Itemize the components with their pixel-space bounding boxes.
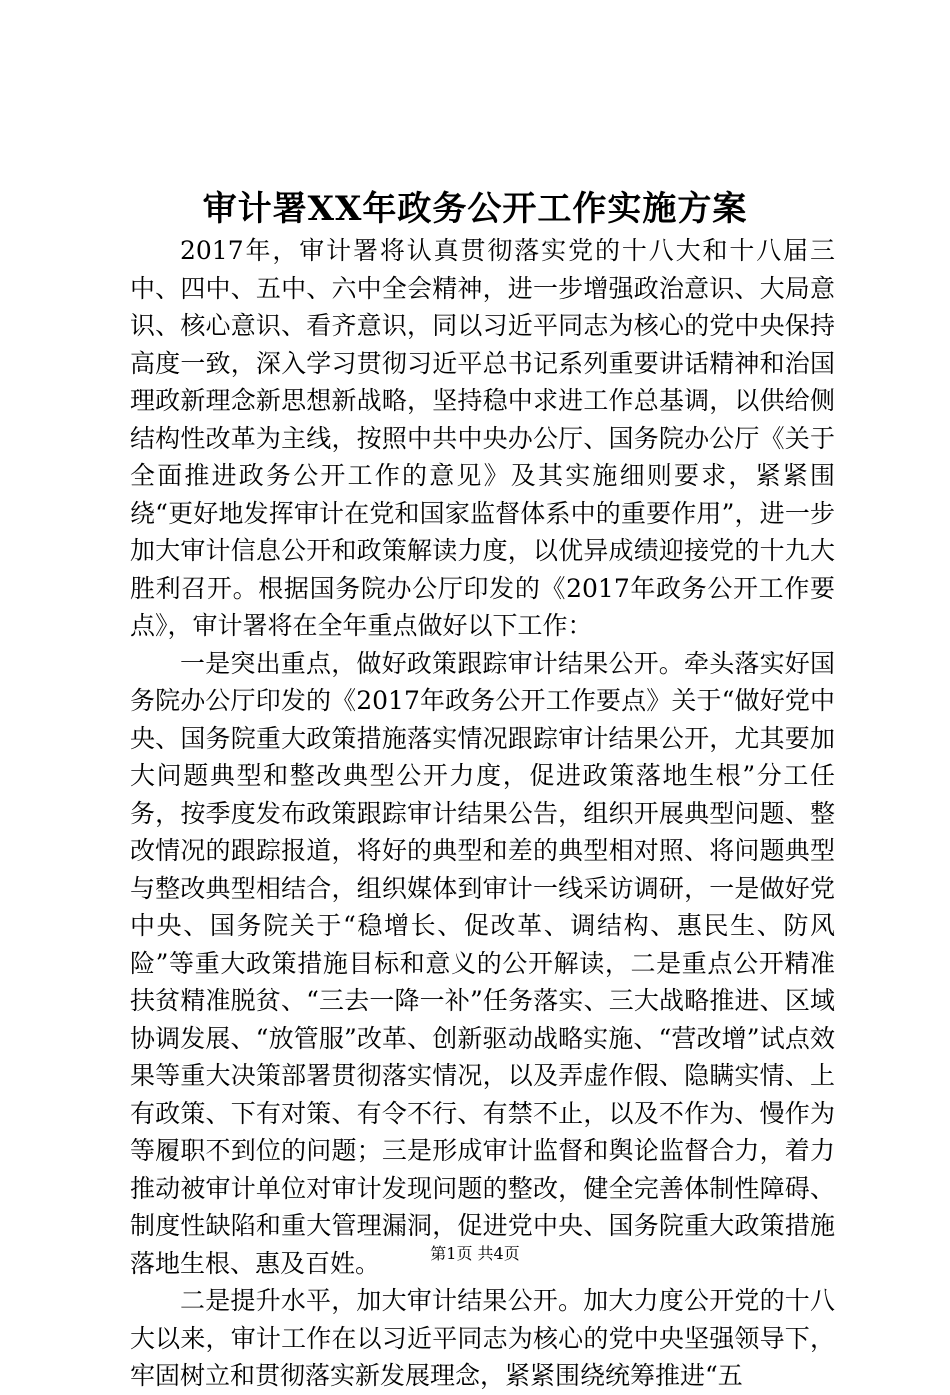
document-title: 审计署XX年政务公开工作实施方案 xyxy=(202,189,748,229)
page-number-footer: 第1页 共4页 xyxy=(430,1244,520,1263)
paragraph-intro: 2017年，审计署将认真贯彻落实党的十八大和十八届三中、四中、五中、六中全会精神，进一步增强政治意识、大局意识、核心意识、看齐意识，同以习近平同志为核心的党中央保持高度一致，深入学习贯彻习近平总书记系列重要讲话精神和治国理政新理念新思想新战略，坚持稳中求进工作总基调，以供给侧结构性改革为主线，按照中共中央办公厅、国务院办公厅《关于全面推进政务公开工作的意见》及其实施细则要求，紧紧围绕“更好地发挥审计在党和国家监督体系中的重要作用”，进一步加大审计信息公开和政策解读力度，以优异成绩迎接党的十九大胜利召开。根据国务院办公厅印发的《2017年政务公开工作要点》，审计署将在全年重点做好以下工作： xyxy=(130,236,835,640)
paragraph-point-two: 二是提升水平，加大审计结果公开。加大力度公开党的十八大以来，审计工作在以习近平同志为核心的党中央坚强领导下，牢固树立和贯彻落实新发展理念，紧紧围绕统筹推进“五 xyxy=(130,1286,835,1390)
paragraph-point-one: 一是突出重点，做好政策跟踪审计结果公开。牵头落实好国务院办公厅印发的《2017年政务公开工作要点》关于“做好党中央、国务院重大政策措施落实情况跟踪审计结果公开，尤其要加大问题典型和整改典型公开力度，促进政策落地生根”分工任务，按季度发布政策跟踪审计结果公告，组织开展典型问题、整改情况的跟踪报道，将好的典型和差的典型相对照、将问题典型与整改典型相结合，组织媒体到审计一线采访调研，一是做好党中央、国务院关于“稳增长、促改革、调结构、惠民生、防风险”等重大政策措施目标和意义的公开解读，二是重点公开精准扶贫精准脱贫、“三去一降一补”任务落实、三大战略推进、区域协调发展、“放管服”改革、创新驱动战略实施、“营改增”试点效果等重大决策部署贯彻落实情况，以及弄虚作假、隐瞒实情、上有政策、下有对策、有令不行、有禁不止，以及不作为、慢作为等履职不到位的问题；三是形成审计监督和舆论监督合力，着力推动被审计单位对审计发现问题的整改，健全完善体制性障碍、制度性缺陷和重大管理漏洞，促进党中央、国务院重大政策措施落地生根、惠及百姓。 xyxy=(130,648,835,1278)
document-body xyxy=(130,232,835,1395)
